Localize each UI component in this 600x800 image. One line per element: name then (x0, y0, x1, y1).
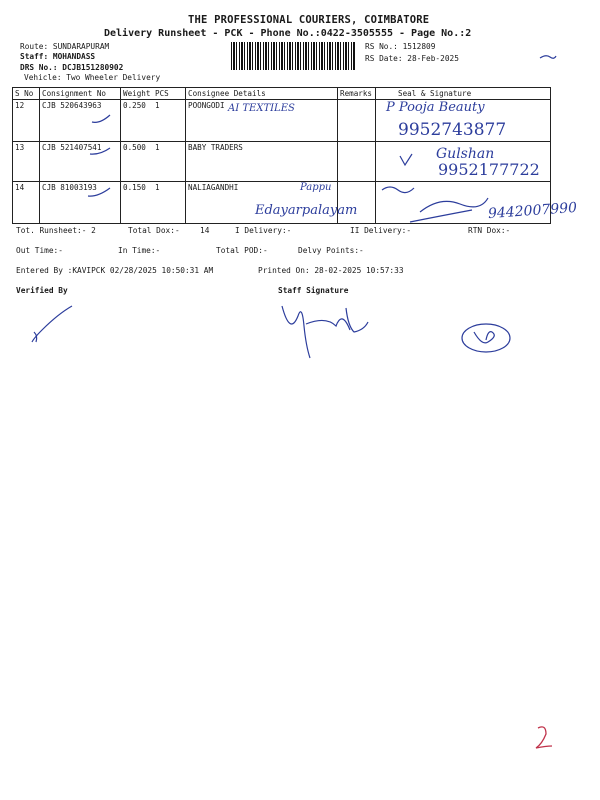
cell-pcs: 1 (153, 142, 186, 182)
ii-delivery-label: II Delivery:- (350, 226, 412, 235)
tick-mark-icon (86, 186, 112, 200)
cell-remarks (338, 100, 376, 142)
cell-consignee: POONGODI (186, 100, 338, 142)
handwritten-phone-row13: 9952177722 (438, 160, 540, 179)
vehicle-label: Vehicle: (24, 73, 62, 82)
verified-by-label: Verified By (16, 286, 68, 295)
header-pen-mark (538, 52, 558, 62)
delvy-points-label: Delvy Points:- (298, 246, 364, 255)
rs-no-line (365, 42, 435, 51)
handwritten-consignee-row12: AI TEXTILES (228, 103, 295, 114)
drs-value: DCJB151280902 (62, 63, 124, 72)
cell-weight: 0.500 (121, 142, 154, 182)
rtn-dox-label: RTN Dox:- (468, 226, 511, 235)
staff-line (20, 52, 95, 61)
total-dox-value: 14 (200, 226, 210, 235)
tick-mark-icon (88, 145, 112, 157)
red-pen-mark (532, 722, 556, 752)
handwritten-phone-row12: 9952743877 (398, 120, 507, 140)
cell-pcs: 1 (153, 100, 186, 142)
route-label: Route: (20, 42, 49, 51)
handwritten-note-row14: Pappu (300, 182, 332, 193)
staff-signature-label: Staff Signature (278, 286, 349, 295)
cell-consignment: CJB 81003193 (40, 182, 121, 224)
rs-no-value: 1512809 (402, 42, 436, 51)
col-seal: Seal & Signature (376, 88, 551, 100)
col-consignment: Consignment No (40, 88, 121, 100)
out-time-label: Out Time:- (16, 246, 63, 255)
rs-no-label: RS No.: (365, 42, 398, 51)
staff-label: Staff: (20, 52, 49, 61)
initials-signature (458, 318, 520, 358)
handwritten-phone-row14: 9442007990 (487, 199, 578, 223)
rs-date-value: 28-Feb-2025 (407, 54, 459, 63)
entered-by: Entered By :KAVIPCK 02/28/2025 10:50:31 AM (16, 266, 214, 275)
handwritten-consignee-row14: Edayarpalayam (255, 203, 358, 218)
printed-on: Printed On: 28-02-2025 10:57:33 (258, 266, 404, 275)
rs-date-line (365, 54, 459, 63)
runsheet-subtitle: Delivery Runsheet - PCK - Phone No.:0422-3505555 - Page No.:2 (104, 28, 472, 39)
cell-pcs: 1 (153, 182, 186, 224)
cell-sno: 13 (13, 142, 40, 182)
tot-runsheet: Tot. Runsheet:- 2 (16, 226, 96, 235)
col-sno: S No (13, 88, 40, 100)
in-time-label: In Time:- (118, 246, 161, 255)
total-dox-label: Total Dox:- (128, 226, 180, 235)
drs-line (20, 63, 123, 72)
staff-value: MOHANDASS (52, 52, 96, 61)
drs-label: DRS No.: (20, 63, 58, 72)
cell-weight: 0.150 (121, 182, 154, 224)
cell-consignment: CJB 521407541 (40, 142, 121, 182)
verified-by-signature (28, 302, 76, 346)
table-header-row (13, 88, 551, 100)
cell-consignee: NALIAGANDHI (186, 182, 338, 224)
handwritten-name-row12: P Pooja Beauty (386, 100, 485, 115)
i-delivery-label: I Delivery:- (235, 226, 292, 235)
cell-consignee: BABY TRADERS (186, 142, 338, 182)
staff-signature-mark (276, 296, 376, 366)
cell-consignment: CJB 520643963 (40, 100, 121, 142)
rs-date-label: RS Date: (365, 54, 403, 63)
tick-mark-icon (398, 152, 414, 168)
cell-sno: 14 (13, 182, 40, 224)
col-remarks: Remarks (338, 88, 376, 100)
tick-mark-icon (90, 112, 112, 126)
vehicle-line (24, 73, 160, 82)
vehicle-value: Two Wheeler Delivery (66, 73, 161, 82)
route-line (20, 42, 109, 51)
handwritten-name-row13: Gulshan (436, 146, 495, 162)
company-title: THE PROFESSIONAL COURIERS, COIMBATORE (188, 14, 430, 26)
barcode-image (231, 42, 355, 70)
cell-sno: 12 (13, 100, 40, 142)
route-value: SUNDARAPURAM (52, 42, 110, 51)
cell-remarks (338, 142, 376, 182)
signature-row14 (380, 182, 490, 232)
col-consignee: Consignee Details (186, 88, 338, 100)
col-pcs: PCS (153, 88, 186, 100)
cell-weight: 0.250 (121, 100, 154, 142)
col-weight: Weight (121, 88, 154, 100)
total-pod-label: Total POD:- (216, 246, 268, 255)
